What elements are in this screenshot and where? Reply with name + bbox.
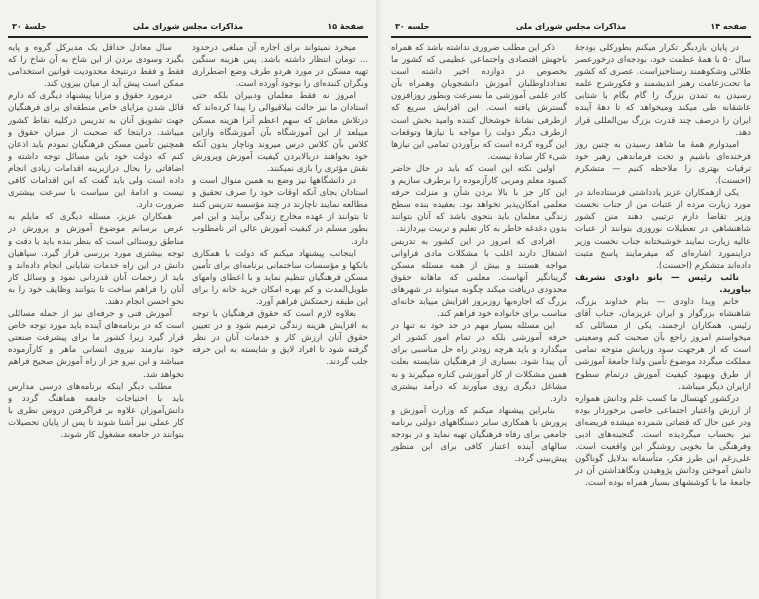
page-number: صفحه ۱۴ xyxy=(710,22,747,31)
paragraph: اولین نکته این است که باید در حال حاضر کمبود معلم ومربی کارآزموده را برطرف سازیم و این کار جز با بالا بردن شأن و منزلت حرفه معلمی امکان‌پذیر نخواهد بود. بعقیده بنده سطح زندگی معلمان باید بنحوی باشد که آنان بتوانند بدون دغدغه خاطر به کار تعلیم و تربیت بپردازند. xyxy=(391,163,567,235)
page-right xyxy=(383,0,759,599)
paragraph: درمورد حقوق و مزایا پیشنهاد دیگری که دارم قائل شدن مزایای خاص منطقه‌ای برای فرهنگیان جهت تشویق آنان به تدریس درکلیه نقاط کشور میباشد. درابتجا که صحبت از میزان حقوق و همچنین تأمین مسکن فرهنگیان نمودم باید اذعان کنم که دولت خود باین مسائل توجه داشته و اضافاتی را بحال درازیرینه اقدامات زیادی انجام داده است ولی باید گفت که این اقدامات کافی نیست و ادامهٔ این سیاست با سرعت بیشتری ضرورت دارد. xyxy=(8,91,184,211)
paragraph: امروز نه فقط معلمان ودبیران بلکه حتی استادان ما نیز حالت بیلاقیوالی را پیدا کرده‌اند که درتلاش معاش که سهم اعظم آنرا هزینه مسکن میبلعد از این آموزشگاه بآن آموزشگاه وازاین کلاس بآن کلاس درس میروند وناچار بدون آنکه خود بخواهند دربالابردن کیفیت آموزش وپرورش نقش مؤثری را بازی نمیکنند. xyxy=(192,91,368,174)
paragraph: درکشور کهنسال ما کسب علم ودانش همواره از ارزش واعتبار اجتماعی خاصی برخوردار بوده ودر عین حال که قضاتی شمرده میشده فریضه‌ای نیز بحساب میگردیده است. گنجینه‌های ادبی وفرهنگی ما بخوبی روشنگر این واقعیت است. علی‌رغم این طرز فکر، متأسفانه بدلایل گوناگون دانش آموختن ودانش پژوهیدن ونگاهداشتن آن در جامعهٔ ما با کوششهای بسیار همراه بوده است. xyxy=(575,393,751,489)
column-left xyxy=(391,42,567,593)
publication-title: مذاکرات مجلس شورای ملی xyxy=(132,22,244,31)
paragraph: مطلب دیگر اینکه برنامه‌های درسی مدارس باید با احتیاجات جامعه هماهنگ گردد و دانش‌آموزان علاوه بر فراگرفتن دروس نظری با کار عملی نیز آشنا شوند تا پس از پایان تحصیلات بتوانند در جامعه مشغول کار شوند. xyxy=(8,381,184,440)
page-header xyxy=(8,20,368,34)
publication-title: مذاکرات مجلس شورای ملی xyxy=(515,22,627,31)
paragraph: در دانشگاهها نیز وضع به همین منوال است و استادان بجای آنکه اوقات خود را صرف تحقیق و مطالعه نمایند ناچارند در چند مؤسسه تدریس کنند تا بتوانند از عهده مخارج زندگی برآیند و این امر بطور مسلم در کیفیت آموزش عالی اثر نامطلوب دارد. xyxy=(192,176,368,247)
session-number: جلسهٔ ۳۰ xyxy=(12,22,47,31)
paragraph: این مسئله بسیار مهم در حد خود نه تنها در حرفه آموزشی بلکه در تمام امور کشور اثر میگذارد و باید هرچه زودتر راه حل مناسبی برای آن پیدا شود. بسیاری از فرهنگیان شایسته بعلت همین مشکلات از کار آموزشی کناره میگیرند و به مشاغل دیگری روی میآورند که درآمد بیشتری دارد. xyxy=(391,321,567,404)
paragraph: خانم ویدا داودی — بنام خداوند بزرگ، شاهنشاه بزرگوار و ایران عزیزمان، جناب آقای رئیس، همکاران ارجمند، یکی از مسائلی که میخواستم امروز راجع بآن صحبت کنم وضعیتی است که از هرجهت سود وزیانش متوجه تمامی مملکت میگردد موضوع تأمین ولذا جامعهٔ آموزشی از طرق وبهبود کیفیت آموزش درتمام سطوح ازایران دیگر میباشد. xyxy=(575,296,751,392)
header-rule xyxy=(8,36,368,38)
book-gutter xyxy=(376,0,383,599)
paragraph: میخرد نمیتواند برای اجاره آن مبلغی درحدود ... تومان انتظار داشته باشد. پس هزینه سنگین تهیه مسکن در مورد هردو طرف وضع اضطراری ونگران کننده‌ای را بوجود آورده است. xyxy=(192,43,368,90)
paragraph: امیدوارم همهٔ ما شاهد رسیدن به چنین روز فرخنده‌ای باشیم و تحت فرماندهی رهبر خود ترقیات بهتری را ملاحظه کنیم — متشکرم (احسنت). xyxy=(575,139,751,187)
column-right xyxy=(575,42,751,593)
text-columns xyxy=(8,42,368,593)
page-number: صفحهٔ ۱۵ xyxy=(327,22,364,31)
paragraph: آموزش فنی و حرفه‌ای نیز از جمله مسائلی است که در برنامه‌های آینده باید مورد توجه خاص قرار گیرد زیرا کشور ما برای پیشرفت صنعتی خود نیازمند نیروی انسانی ماهر و کارآزموده میباشد و این نیرو جز از راه آموزش صحیح فراهم نخواهد شد. xyxy=(8,309,184,380)
paragraph: افرادی که امروز در این کشور به تدریس اشتغال دارند اغلب با مشکلات مادی فراوانی مواجه هستند و بیش از همه مسئله مسکن گریبانگیر آنهاست. معلمی که ماهانه حقوق محدودی دریافت میکند چگونه میتواند در شهرهای بزرگ که اجاره‌بها روزبروز افزایش مییابد خانه‌ای مناسب برای خانواده خود فراهم کند. xyxy=(391,236,567,320)
speaker-line: نائب رئیس — بانو داودی تشریف بیاورید. xyxy=(575,272,751,295)
text-columns xyxy=(391,42,751,593)
page-left xyxy=(0,0,376,599)
paragraph: یکی ازهمکاران عزیز یادداشتی فرستاده‌اند در مورد زیارت مرده از عتبات من از جناب نخست وزیر تقاضا دارم ترتیبی دهند منن کشور شاهنشاهی در تعطیلات نوروزی بتوانند از عتبات عالیه زیارت نمایند خوشبختانه جناب نخست وزیر دراینمورد اشاره‌ای که میفرمایند پاسخ مثبت داده‌اند متشکرم (احسنت). xyxy=(575,188,751,271)
page-header xyxy=(391,20,751,34)
paragraph: اینجانب پیشنهاد میکنم که دولت با همکاری بانکها و مؤسسات ساختمانی برنامه‌ای برای تأمین مسکن فرهنگیان تنظیم نماید و با اعطای وامهای طویل‌المدت و کم بهره امکان خرید خانه را برای این طبقه زحمتکش فراهم آورد. xyxy=(192,248,368,307)
paragraph: سال معادل حداقل یک مدیرکل گروه و پایه بگیرد وسودی بردن از این شاخ به آن شاخ را که فقط و فقط درنتیجهٔ محدودیت قوانین استخدامی ممکن است پیش آید از میان بیرون کند. xyxy=(8,43,184,90)
paragraph: بعلاوه لازم است که حقوق فرهنگیان با توجه به افزایش هزینه زندگی ترمیم شود و در تعیین حقوق آنان ارزش کار و خدمات آنان در نظر گرفته شود تا افراد لایق و شایسته به این حرفه جلب گردند. xyxy=(192,309,368,368)
paragraph: بنابراین پیشنهاد میکنم که وزارت آموزش و پرورش با همکاری سایر دستگاههای دولتی برنامه جامعی برای رفاه فرهنگیان تهیه نماید و در بودجه سالهای آینده اعتبار کافی برای این منظور پیش‌بینی گردد. xyxy=(391,405,567,465)
paragraph: ذکر این مطلب ضروری نداشته باشد که همراه باجهش اقتصادی واجتماعی عظیمی که کشور ما بخصوص در دوازده اخیر داشته است تعدادداوطلبان آموزش دانشجویان وهمراه بآن کادر علمی آموزشی ما بسرعت وبطور روزافزون گسترش یافته است. این افزایش سریع که ازطرفی نشانهٔ خوشحال کننده وامید بخش است ازطرف دیگر دولت را مواجه با نیازها وتوقعات این گروه کرده است که برآوردن تمامی این نیازها شیء کار سادهٔ نیست. xyxy=(391,43,567,162)
column-right xyxy=(192,42,368,593)
paragraph: در پایان بازدیگر تکرار میکنم بطورکلی بودجهٔ سال ۵۰ با همهٔ عظمت خود، بودجه‌ای درخورعصر طلائی وشکوهمند رستاخیزاست. عصری که کشور ما تحت‌زعامت رهبر اندیشمند و فکورشرح علمه رسیدن به تمدن بزرگ را گام بگام با شتابی عاشقانه طی میکند ومیخواهد که تا دههٔ آینده ایران را درصف چند قدرت بزرگ بین‌المللی قرار دهد. xyxy=(575,43,751,138)
column-left xyxy=(8,42,184,593)
paragraph: همکاران عزیز، مسئله دیگری که مایلم به عرض برسانم موضوع آموزش و پرورش در مناطق روستائی است که بنظر بنده باید با دقت و توجه بیشتری مورد بررسی قرار گیرد. سپاهیان دانش در این راه خدمات شایانی انجام داده‌اند و باید از زحمات آنان قدردانی نمود و وسائل کار آنان را فراهم ساخت تا بتوانند وظایف خود را به نحو احسن انجام دهند. xyxy=(8,212,184,307)
header-rule xyxy=(391,36,751,38)
session-number: جلسه ۳۰ xyxy=(395,22,430,31)
